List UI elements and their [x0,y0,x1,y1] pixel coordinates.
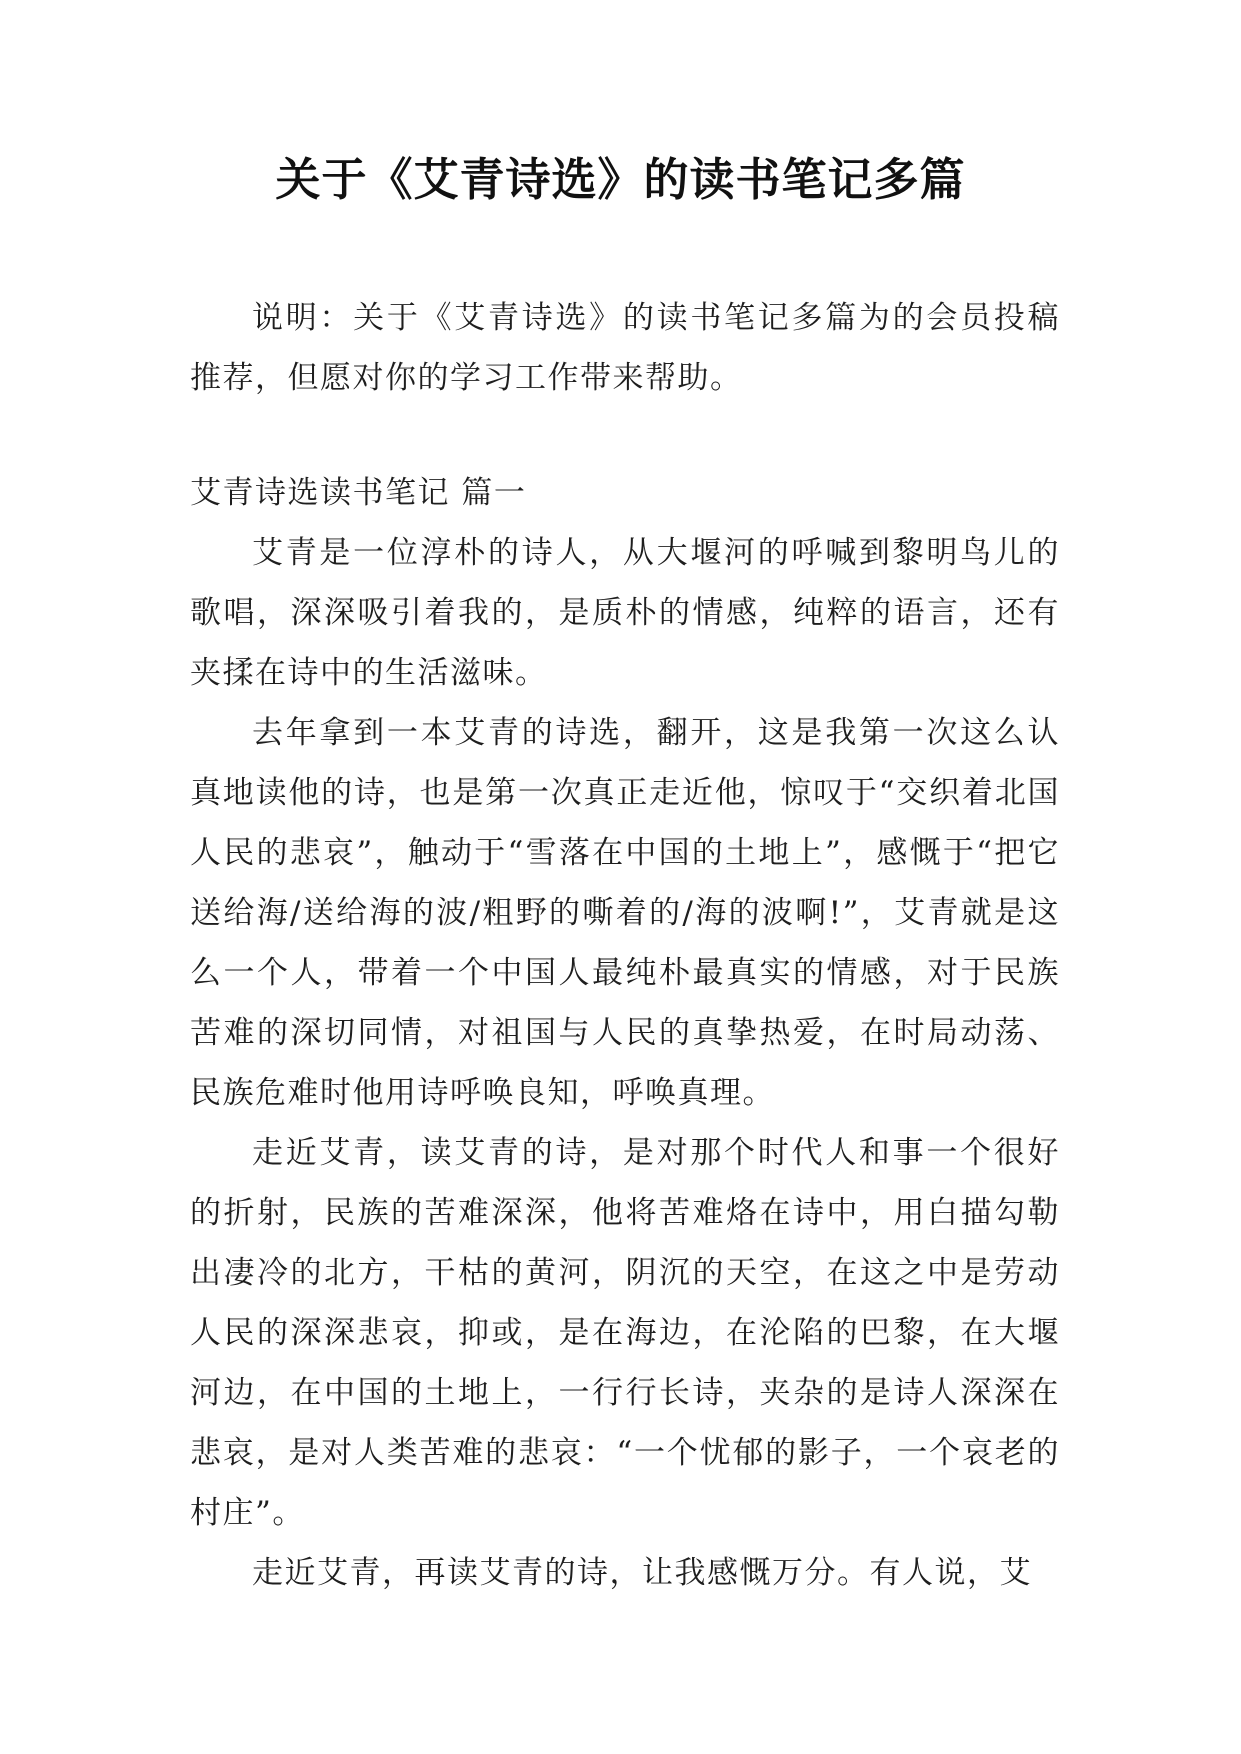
note-paragraph: 说明：关于《艾青诗选》的读书笔记多篇为的会员投稿推荐，但愿对你的学习工作带来帮助。 [190,300,1060,396]
body-paragraph-3: 走近艾青，读艾青的诗，是对那个时代人和事一个很好的折射，民族的苦难深深，他将苦难烙在诗中，用白描勾勒出凄冷的北方，干枯的黄河，阴沉的天空，在这之中是劳动人民的深深悲哀，抑或，是在海边，在沦陷的巴黎，在大堰河边，在中国的土地上，一行行长诗，夹杂的是诗人深深在悲哀，是对人类苦难的悲哀：“一个忧郁的影子，一个哀老的村庄”。 [190,1135,1060,1531]
body-paragraph-1: 艾青是一位淳朴的诗人，从大堰河的呼喊到黎明鸟儿的歌唱，深深吸引着我的，是质朴的情感，纯粹的语言，还有夹揉在诗中的生活滋味。 [190,535,1060,691]
document-content [190,463,1060,1603]
body-paragraph-2: 去年拿到一本艾青的诗选，翻开，这是我第一次这么认真地读他的诗，也是第一次真正走近他，惊叹于“交织着北国人民的悲哀”，触动于“雪落在中国的土地上”，感慨于“把它送给海/送给海的波/粗野的嘶着的/海的波啊!”，艾青就是这么一个人，带着一个中国人最纯朴最真实的情感，对于民族苦难的深切同情，对祖国与人民的真挚热爱，在时局动荡、民族危难时他用诗呼唤良知，呼唤真理。 [190,715,1060,1111]
section-title: 艾青诗选读书笔记 篇一 [190,475,527,511]
document-title: 关于《艾青诗选》的读书笔记多篇 [275,153,966,206]
body-paragraph-4: 走近艾青，再读艾青的诗，让我感慨万分。有人说，艾 [252,1555,1032,1591]
document-note [190,288,1060,408]
